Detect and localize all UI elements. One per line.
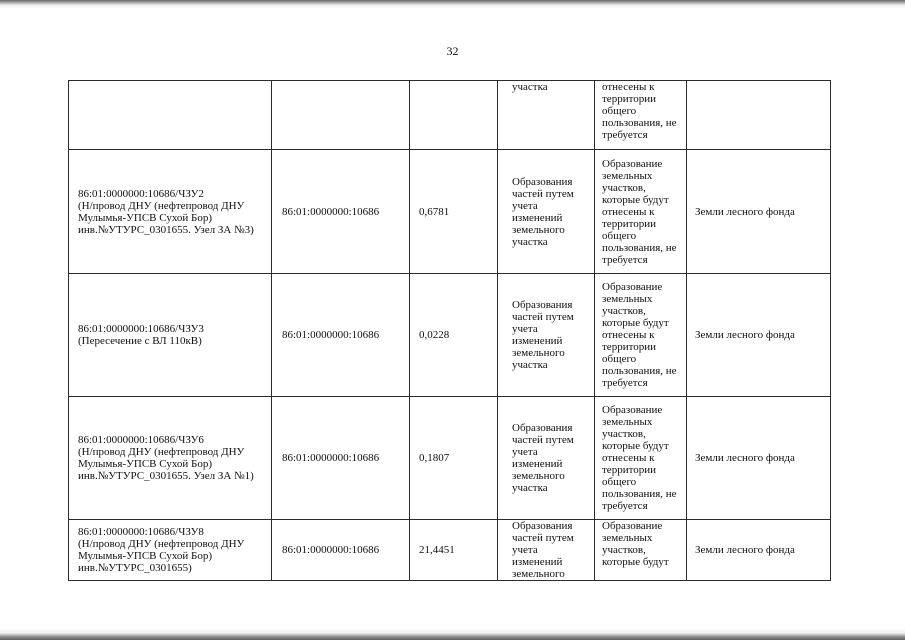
public-use-note: Образование земельных участков, которые будут отнесены к территории общего пользования, не требуется xyxy=(595,150,687,274)
formation-purpose: Образования частей путем учета изменений земельного участка xyxy=(498,150,595,274)
parcel-area: 0,1807 xyxy=(410,397,498,520)
land-category: Земли лесного фонда xyxy=(687,520,831,581)
parcel-part-name: 86:01:0000000:10686/ЧЗУ8 (Н/провод ДНУ (нефтепровод ДНУ Мулымья-УПСВ Сухой Бор) инв.№УТУРС_0301655) xyxy=(69,520,272,581)
scan-edge-top xyxy=(0,0,905,10)
cadastral-number: 86:01:0000000:10686 xyxy=(272,397,410,520)
land-category: Земли лесного фонда xyxy=(687,274,831,397)
parcel-part-name: 86:01:0000000:10686/ЧЗУ3 (Пересечение с ВЛ 110кВ) xyxy=(69,274,272,397)
formation-purpose: участка xyxy=(498,81,595,150)
land-category: Земли лесного фонда xyxy=(687,397,831,520)
public-use-note: Образование земельных участков, которые будут отнесены к территории общего пользования, не требуется xyxy=(595,397,687,520)
parcel-area: 0,6781 xyxy=(410,150,498,274)
public-use-note: Образование земельных участков, которые будут отнесены к территории общего пользования, не требуется xyxy=(595,274,687,397)
parcel-part-name: 86:01:0000000:10686/ЧЗУ6 (Н/провод ДНУ (нефтепровод ДНУ Мулымья-УПСВ Сухой Бор) инв.№УТУРС_0301655. Узел ЗА №1) xyxy=(69,397,272,520)
parcel-area: 21,4451 xyxy=(410,520,498,581)
parcel-part-name: 86:01:0000000:10686/ЧЗУ2 (Н/провод ДНУ (нефтепровод ДНУ Мулымья-УПСВ Сухой Бор) инв.№УТУРС_0301655. Узел ЗА №3) xyxy=(69,150,272,274)
formation-purpose: Образования частей путем учета изменений земельного участка xyxy=(498,397,595,520)
public-use-note: отнесены к территории общего пользования, не требуется xyxy=(595,81,687,150)
parcel-area xyxy=(410,81,498,150)
table-row xyxy=(69,81,831,150)
parcel-part-name xyxy=(69,81,272,150)
cadastral-number: 86:01:0000000:10686 xyxy=(272,520,410,581)
table-row xyxy=(69,520,831,581)
table-row xyxy=(69,397,831,520)
cadastral-number: 86:01:0000000:10686 xyxy=(272,150,410,274)
table-row xyxy=(69,150,831,274)
table-row xyxy=(69,274,831,397)
parcel-area: 0,0228 xyxy=(410,274,498,397)
page-number: 32 xyxy=(446,44,459,58)
cadastral-number xyxy=(272,81,410,150)
public-use-note: Образование земельных участков, которые будут xyxy=(595,520,687,581)
land-category xyxy=(687,81,831,150)
scan-edge-bottom xyxy=(0,628,905,640)
cadastral-number: 86:01:0000000:10686 xyxy=(272,274,410,397)
formation-purpose: Образования частей путем учета изменений земельного участка xyxy=(498,274,595,397)
formation-purpose: Образования частей путем учета изменений земельного xyxy=(498,520,595,581)
land-parcel-table xyxy=(68,80,831,581)
land-category: Земли лесного фонда xyxy=(687,150,831,274)
